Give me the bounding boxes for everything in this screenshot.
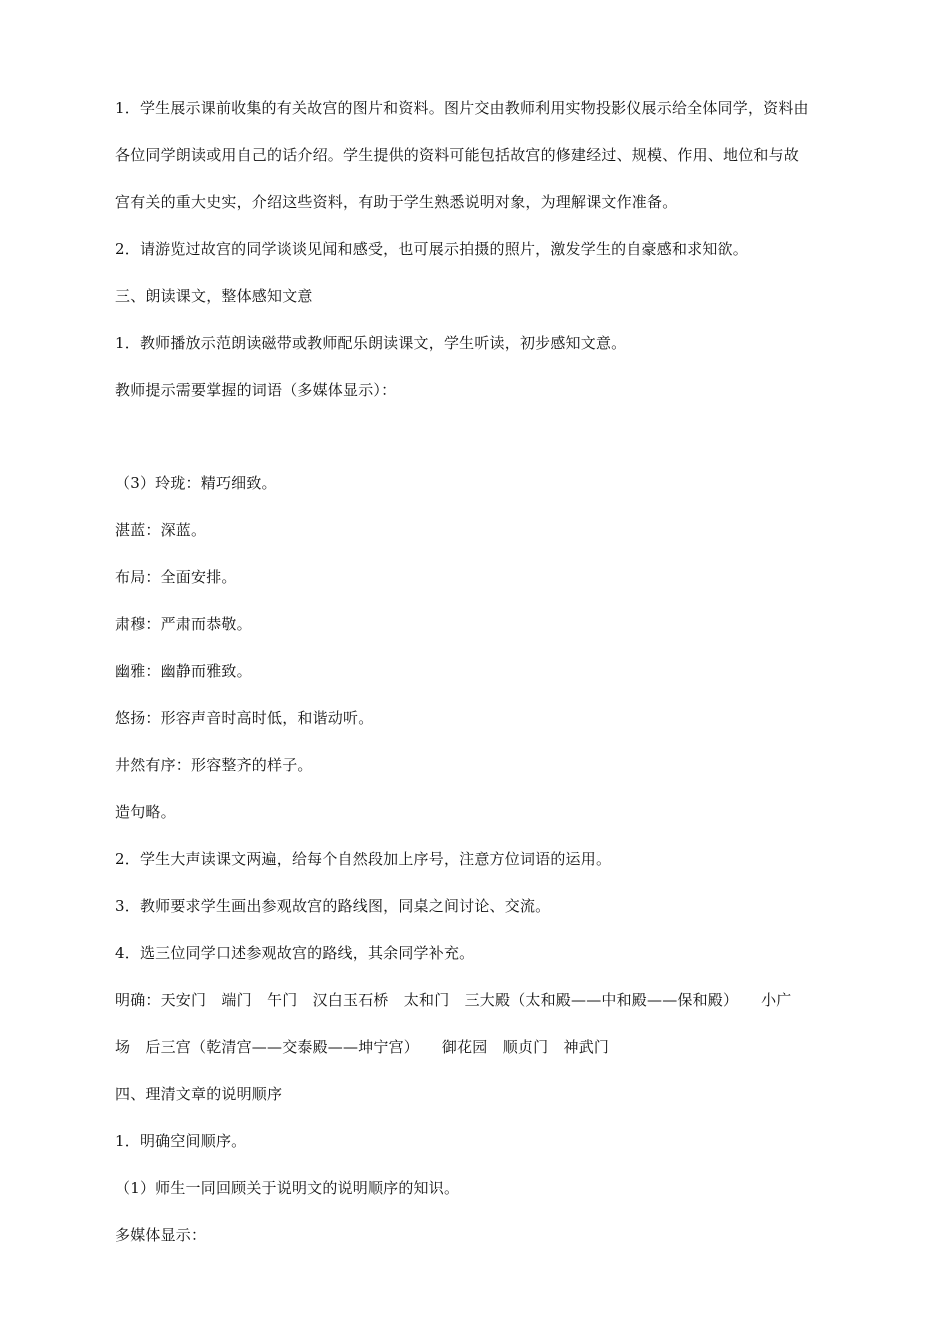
vocab-item-buju: 布局：全面安排。: [115, 568, 237, 586]
paragraph-intro-line-1: 1．学生展示课前收集的有关故宫的图片和资料。图片交由教师利用实物投影仪展示给全体同学，资料由: [115, 99, 809, 117]
paragraph-item-2: 2．请游览过故宫的同学谈谈见闻和感受，也可展示拍摄的照片，激发学生的自豪感和求知欲。: [115, 240, 748, 258]
vocab-item-jingranyouxu: 井然有序：形容整齐的样子。: [115, 756, 313, 774]
paragraph-step-2: 2．学生大声读课文两遍，给每个自然段加上序号，注意方位词语的运用。: [115, 850, 612, 868]
paragraph-route-line-1: 明确：天安门 端门 午门 汉白玉石桥 太和门 三大殿（太和殿——中和殿——保和殿） 小广: [115, 991, 792, 1009]
paragraph-spatial-order: 1．明确空间顺序。: [115, 1132, 247, 1150]
paragraph-vocab-intro: 教师提示需要掌握的词语（多媒体显示）：: [115, 381, 397, 399]
paragraph-multimedia-display: 多媒体显示：: [115, 1226, 207, 1244]
paragraph-step-4: 4．选三位同学口述参观故宫的路线，其余同学补充。: [115, 944, 475, 962]
paragraph-step-3: 3．教师要求学生画出参观故宫的路线图，同桌之间讨论、交流。: [115, 897, 551, 915]
paragraph-review-order: （1）师生一同回顾关于说明文的说明顺序的知识。: [115, 1179, 460, 1197]
section-heading-3: 三、朗读课文，整体感知文意: [115, 287, 313, 305]
paragraph-sentence-note: 造句略。: [115, 803, 176, 821]
section-heading-4: 四、理清文章的说明顺序: [115, 1085, 283, 1103]
paragraph-intro-line-3: 宫有关的重大史实，介绍这些资料，有助于学生熟悉说明对象，为理解课文作准备。: [115, 193, 678, 211]
vocab-item-linglong: （3）玲珑：精巧细致。: [115, 474, 277, 492]
vocab-item-youyang: 悠扬：形容声音时高时低，和谐动听。: [115, 709, 374, 727]
paragraph-route-line-2: 场 后三宫（乾清宫——交泰殿——坤宁宫） 御花园 顺贞门 神武门: [115, 1038, 610, 1056]
paragraph-step-1: 1．教师播放示范朗读磁带或教师配乐朗读课文，学生听读，初步感知文意。: [115, 334, 627, 352]
paragraph-intro-line-2: 各位同学朗读或用自己的话介绍。学生提供的资料可能包括故宫的修建经过、规模、作用、地位和与故: [115, 146, 800, 164]
vocab-item-sumu: 肃穆：严肃而恭敬。: [115, 615, 252, 633]
vocab-item-youya: 幽雅：幽静而雅致。: [115, 662, 252, 680]
vocab-item-zhanlan: 湛蓝：深蓝。: [115, 521, 207, 539]
